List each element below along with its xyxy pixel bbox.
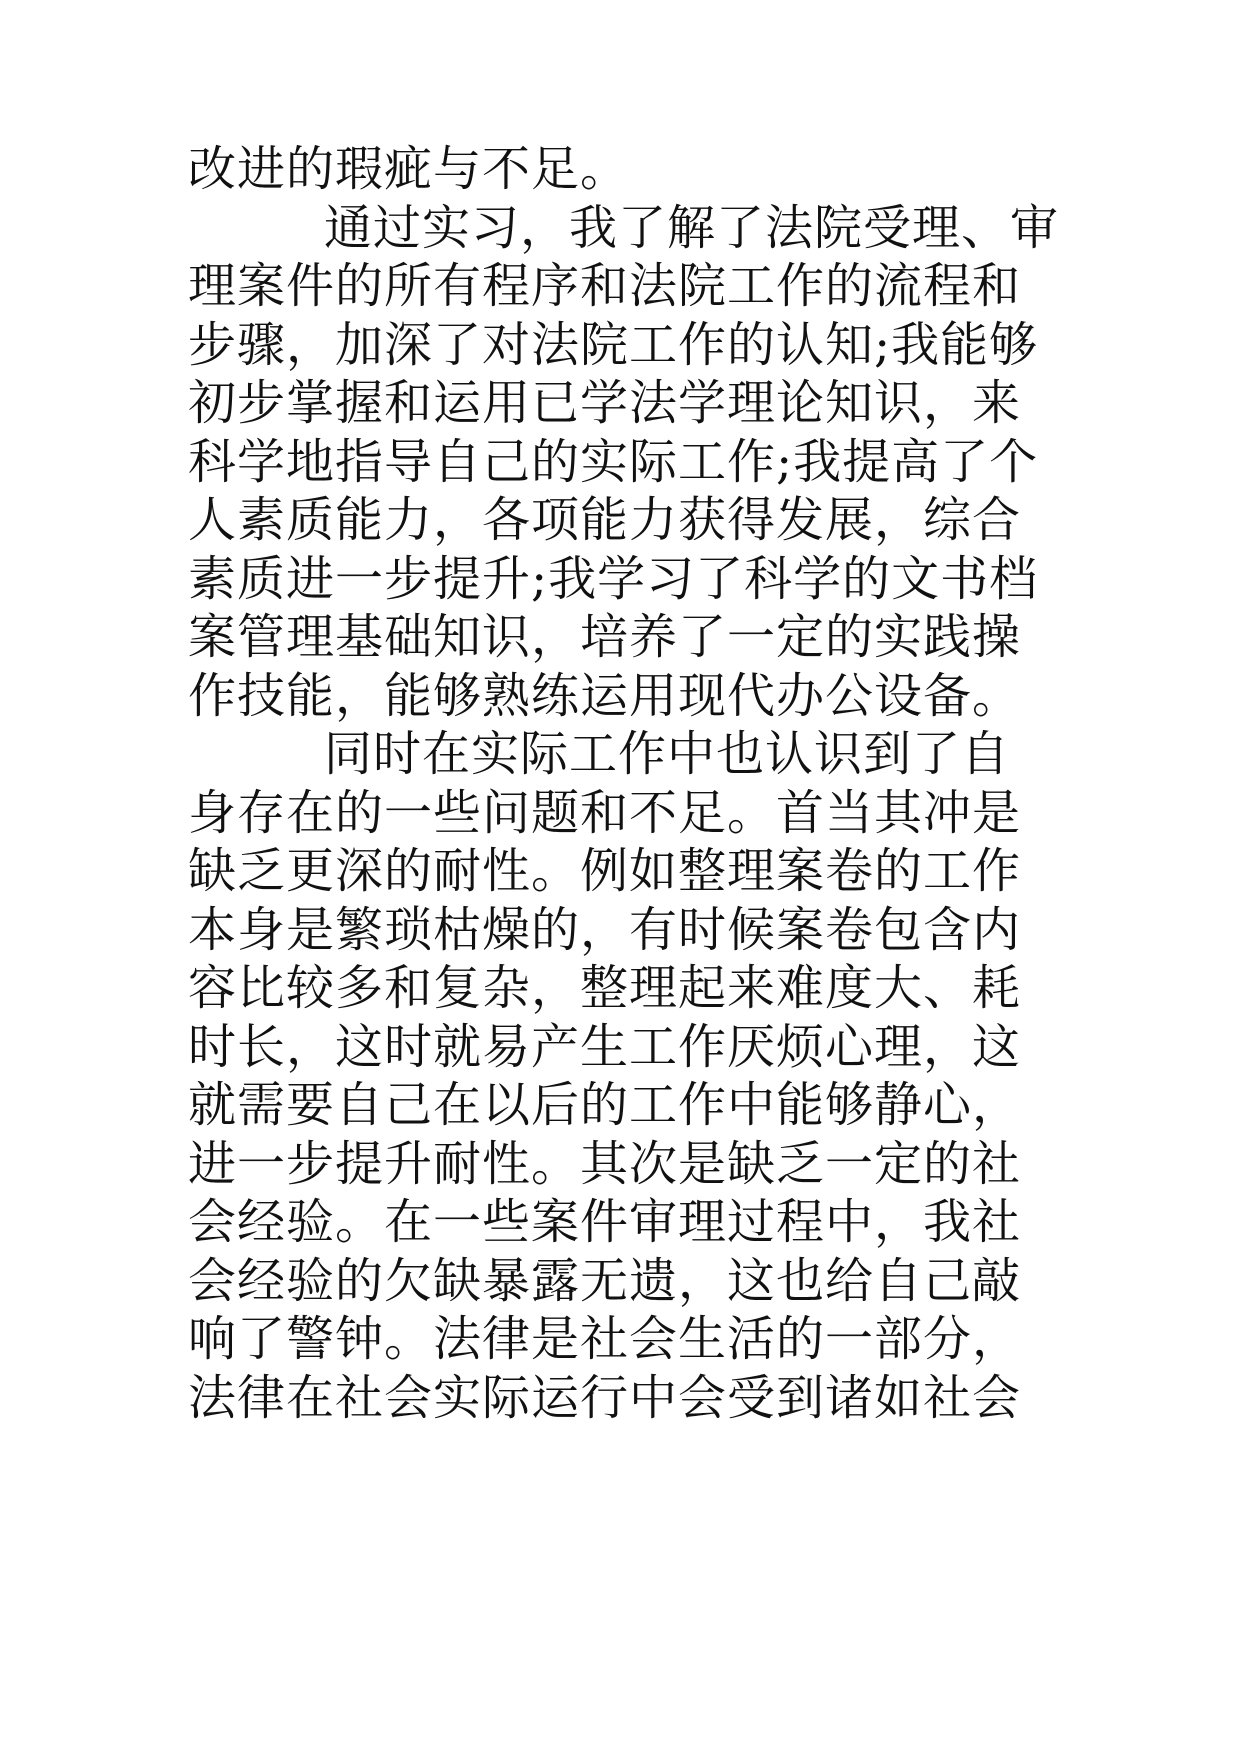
text-line: 法律在社会实际运行中会受到诸如社会 (188, 1369, 1022, 1426)
text-line: 初步掌握和运用已学法学理论知识，来 (188, 375, 1022, 431)
text-line: 素质进一步提升;我学习了科学的文书档 (188, 550, 1039, 607)
text-line: 响了警钟。法律是社会生活的一部分， (188, 1311, 1022, 1367)
paragraph-start-line: 通过实习，我了解了法院受理、审 (324, 199, 1060, 256)
text-line: 理案件的所有程序和法院工作的流程和 (188, 258, 1022, 314)
text-line: 改进的瑕疵与不足。 (188, 141, 630, 197)
text-line: 步骤，加深了对法院工作的认知;我能够 (188, 316, 1039, 373)
text-line: 本身是繁琐枯燥的，有时候案卷包含内 (188, 901, 1022, 958)
text-line: 缺乏更深的耐性。例如整理案卷的工作 (188, 843, 1022, 899)
text-line: 会经验的欠缺暴露无遗，这也给自己敲 (188, 1252, 1022, 1309)
text-line: 案管理基础知识，培养了一定的实践操 (188, 609, 1022, 665)
text-line: 作技能，能够熟练运用现代办公设备。 (188, 667, 1022, 724)
text-line: 时长，这时就易产生工作厌烦心理，这 (188, 1018, 1022, 1075)
text-line: 科学地指导自己的实际工作;我提高了个 (188, 433, 1039, 490)
text-line: 人素质能力，各项能力获得发展，综合 (188, 492, 1022, 548)
paragraph-start-line: 同时在实际工作中也认识到了自 (324, 726, 1011, 782)
text-line: 容比较多和复杂，整理起来难度大、耗 (188, 960, 1022, 1016)
text-line: 身存在的一些问题和不足。首当其冲是 (188, 784, 1022, 841)
text-line: 会经验。在一些案件审理过程中，我社 (188, 1194, 1022, 1250)
text-line: 就需要自己在以后的工作中能够静心， (188, 1077, 1022, 1133)
text-line: 进一步提升耐性。其次是缺乏一定的社 (188, 1135, 1022, 1192)
document-body (188, 140, 1058, 1427)
